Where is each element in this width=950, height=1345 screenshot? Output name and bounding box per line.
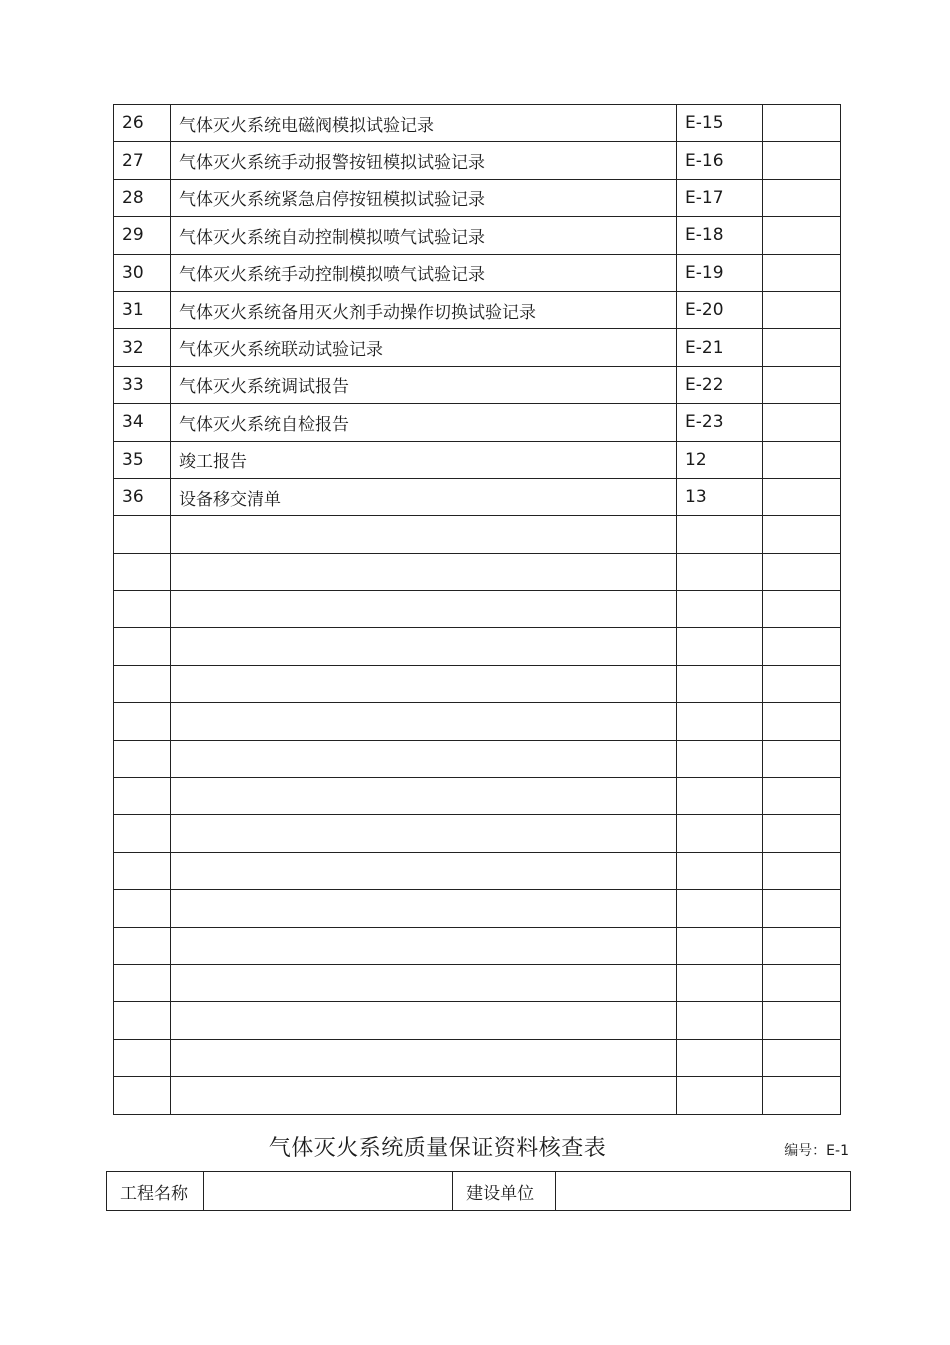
record-extra-cell [763, 740, 841, 777]
table-row [114, 553, 841, 590]
table-row [114, 478, 841, 515]
row-number-cell [114, 1077, 171, 1114]
record-code-cell: E-16 [677, 142, 763, 179]
table-row [114, 291, 841, 328]
record-code-cell [677, 740, 763, 777]
row-number-cell: 32 [114, 329, 171, 366]
record-extra-cell [763, 478, 841, 515]
record-name-cell [171, 591, 677, 628]
record-name-cell: 气体灭火系统调试报告 [171, 366, 677, 403]
record-extra-cell [763, 179, 841, 216]
document-number: 编号：E-1 [784, 1143, 849, 1159]
record-extra-cell [763, 815, 841, 852]
table-row [114, 890, 841, 927]
table-row [114, 964, 841, 1001]
table-row [114, 665, 841, 702]
record-name-cell: 竣工报告 [171, 441, 677, 478]
record-name-cell: 气体灭火系统电磁阀模拟试验记录 [171, 105, 677, 142]
record-code-cell: E-18 [677, 217, 763, 254]
record-extra-cell [763, 703, 841, 740]
record-code-cell: E-15 [677, 105, 763, 142]
row-number-cell [114, 778, 171, 815]
record-name-cell: 设备移交清单 [171, 478, 677, 515]
row-number-cell: 27 [114, 142, 171, 179]
record-code-cell [677, 1039, 763, 1076]
table-row [114, 217, 841, 254]
table-row [114, 852, 841, 889]
table-row [114, 254, 841, 291]
record-extra-cell [763, 291, 841, 328]
record-name-cell: 气体灭火系统自检报告 [171, 404, 677, 441]
record-name-cell [171, 740, 677, 777]
record-extra-cell [763, 217, 841, 254]
table-row [114, 740, 841, 777]
record-code-cell: E-19 [677, 254, 763, 291]
record-extra-cell [763, 366, 841, 403]
project-info-row [107, 1172, 851, 1211]
record-code-cell [677, 628, 763, 665]
record-name-cell [171, 778, 677, 815]
table-row [114, 441, 841, 478]
record-name-cell [171, 703, 677, 740]
row-number-cell: 28 [114, 179, 171, 216]
table-row [114, 1039, 841, 1076]
project-name-field[interactable] [204, 1172, 453, 1211]
document-title: 气体灭火系统质量保证资料核查表 [268, 1136, 607, 1161]
record-name-cell [171, 964, 677, 1001]
table-row [114, 927, 841, 964]
row-number-cell [114, 553, 171, 590]
row-number-cell [114, 516, 171, 553]
project-name-label: 工程名称 [107, 1172, 204, 1211]
record-extra-cell [763, 1002, 841, 1039]
record-extra-cell [763, 254, 841, 291]
record-code-cell: E-21 [677, 329, 763, 366]
row-number-cell [114, 740, 171, 777]
row-number-cell [114, 628, 171, 665]
table-row [114, 815, 841, 852]
records-list-table [113, 104, 841, 1115]
record-extra-cell [763, 628, 841, 665]
table-row [114, 778, 841, 815]
record-extra-cell [763, 441, 841, 478]
record-code-cell: E-17 [677, 179, 763, 216]
row-number-cell: 36 [114, 478, 171, 515]
record-code-cell [677, 516, 763, 553]
record-code-cell [677, 703, 763, 740]
record-extra-cell [763, 778, 841, 815]
record-code-cell [677, 591, 763, 628]
row-number-cell [114, 890, 171, 927]
record-code-cell [677, 778, 763, 815]
record-name-cell [171, 1039, 677, 1076]
project-info-table [106, 1171, 851, 1211]
row-number-cell: 30 [114, 254, 171, 291]
record-extra-cell [763, 927, 841, 964]
row-number-cell: 29 [114, 217, 171, 254]
record-extra-cell [763, 852, 841, 889]
record-extra-cell [763, 1039, 841, 1076]
record-extra-cell [763, 329, 841, 366]
record-code-cell [677, 553, 763, 590]
row-number-cell [114, 1002, 171, 1039]
owner-label: 建设单位 [453, 1172, 555, 1211]
table-row [114, 179, 841, 216]
record-name-cell [171, 628, 677, 665]
record-name-cell [171, 927, 677, 964]
record-extra-cell [763, 890, 841, 927]
record-name-cell [171, 1002, 677, 1039]
row-number-cell [114, 815, 171, 852]
table-row [114, 404, 841, 441]
record-name-cell [171, 852, 677, 889]
record-extra-cell [763, 964, 841, 1001]
record-code-cell: E-20 [677, 291, 763, 328]
row-number-cell [114, 852, 171, 889]
record-extra-cell [763, 1077, 841, 1114]
record-extra-cell [763, 142, 841, 179]
record-extra-cell [763, 404, 841, 441]
table-row [114, 516, 841, 553]
record-name-cell: 气体灭火系统备用灭火剂手动操作切换试验记录 [171, 291, 677, 328]
row-number-cell [114, 591, 171, 628]
row-number-cell [114, 927, 171, 964]
record-extra-cell [763, 665, 841, 702]
table-row [114, 1002, 841, 1039]
row-number-cell: 33 [114, 366, 171, 403]
record-name-cell [171, 890, 677, 927]
row-number-cell [114, 703, 171, 740]
table-row [114, 591, 841, 628]
record-extra-cell [763, 553, 841, 590]
table-row [114, 142, 841, 179]
record-extra-cell [763, 516, 841, 553]
record-code-cell [677, 1077, 763, 1114]
row-number-cell: 26 [114, 105, 171, 142]
table-row [114, 366, 841, 403]
table-row [114, 1077, 841, 1114]
row-number-cell: 31 [114, 291, 171, 328]
table-row [114, 628, 841, 665]
record-name-cell [171, 553, 677, 590]
record-code-cell [677, 852, 763, 889]
record-code-cell [677, 927, 763, 964]
row-number-cell: 35 [114, 441, 171, 478]
record-code-cell: E-22 [677, 366, 763, 403]
row-number-cell [114, 964, 171, 1001]
record-code-cell [677, 890, 763, 927]
records-list-body [114, 105, 841, 1115]
record-name-cell: 气体灭火系统手动报警按钮模拟试验记录 [171, 142, 677, 179]
record-name-cell [171, 516, 677, 553]
owner-field[interactable] [555, 1172, 850, 1211]
record-extra-cell [763, 105, 841, 142]
record-code-cell [677, 815, 763, 852]
table-row [114, 703, 841, 740]
record-code-cell: 13 [677, 478, 763, 515]
record-name-cell: 气体灭火系统联动试验记录 [171, 329, 677, 366]
record-name-cell [171, 815, 677, 852]
row-number-cell [114, 1039, 171, 1076]
record-name-cell: 气体灭火系统手动控制模拟喷气试验记录 [171, 254, 677, 291]
record-name-cell [171, 1077, 677, 1114]
record-code-cell: 12 [677, 441, 763, 478]
record-code-cell [677, 964, 763, 1001]
record-code-cell [677, 665, 763, 702]
record-name-cell: 气体灭火系统自动控制模拟喷气试验记录 [171, 217, 677, 254]
table-row [114, 105, 841, 142]
record-code-cell: E-23 [677, 404, 763, 441]
row-number-cell: 34 [114, 404, 171, 441]
row-number-cell [114, 665, 171, 702]
record-extra-cell [763, 591, 841, 628]
record-code-cell [677, 1002, 763, 1039]
record-name-cell [171, 665, 677, 702]
record-name-cell: 气体灭火系统紧急启停按钮模拟试验记录 [171, 179, 677, 216]
table-row [114, 329, 841, 366]
